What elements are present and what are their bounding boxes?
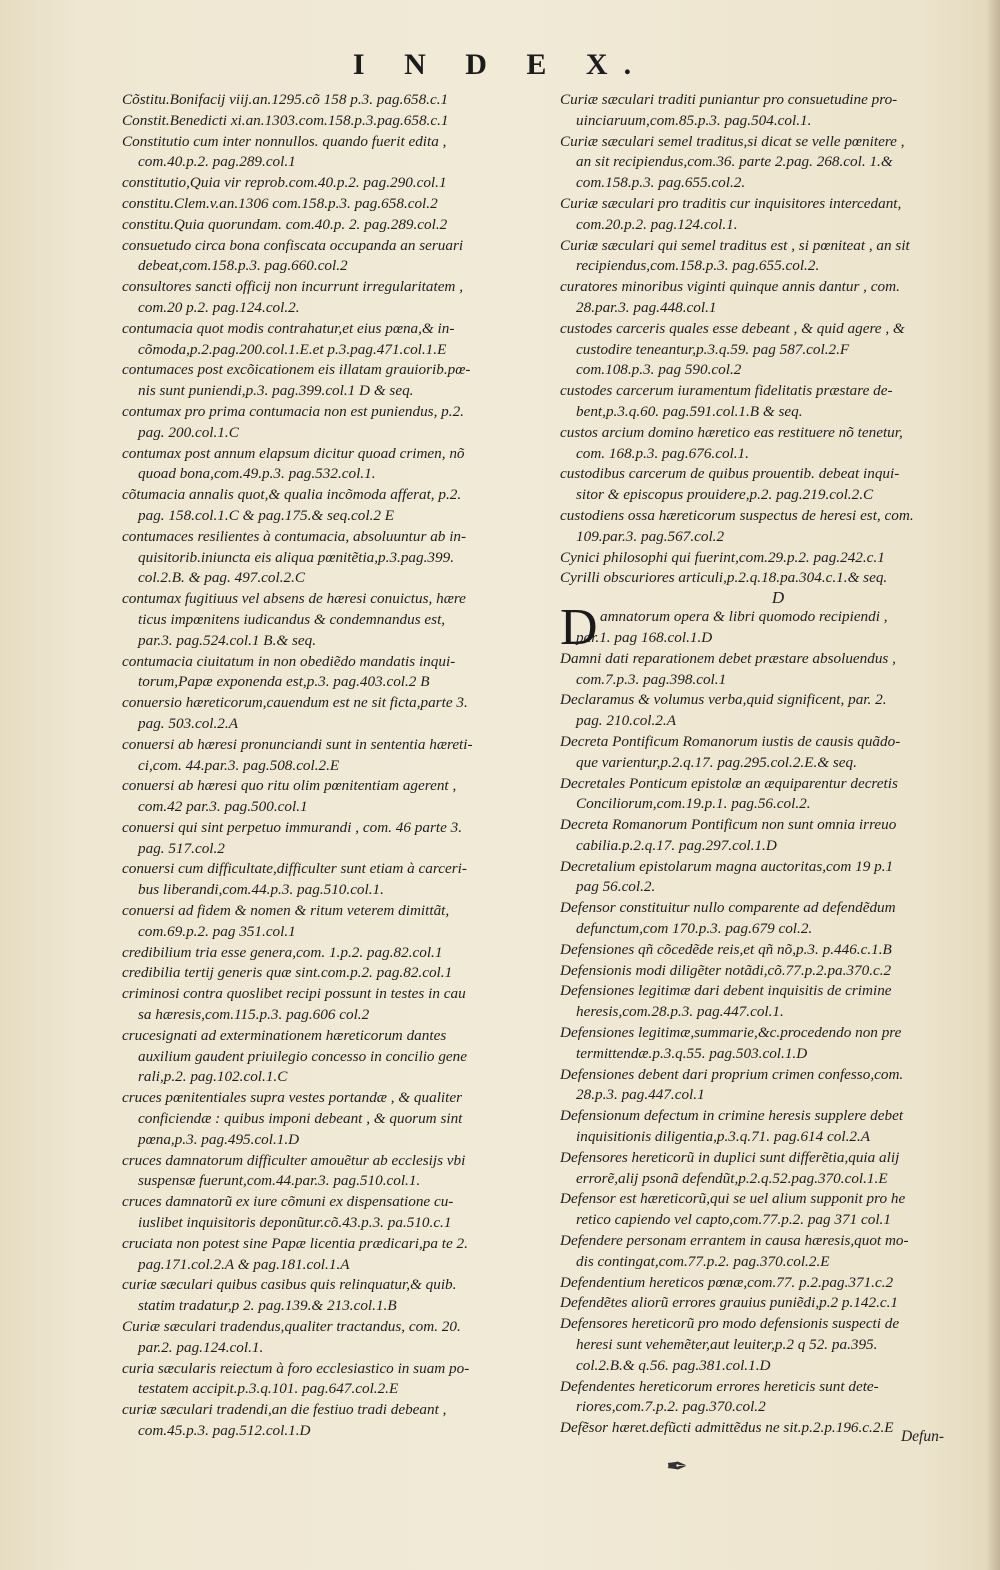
index-entry-line: bus liberandi,com.44.p.3. pag.510.col.1. [138, 881, 384, 899]
index-entry-line: consuetudo circa bona confiscata occupanda an seruari [122, 236, 464, 254]
page-edge [986, 0, 1000, 1570]
index-entry-line: pag.171.col.2.A & pag.181.col.1.A [138, 1255, 350, 1273]
index-entry-line: cruces damnatorum difficulter amouẽtur ab ecclesijs vbi [122, 1151, 466, 1169]
index-entry-line: custodes carcerum iuramentum fidelitatis præstare de- [560, 382, 893, 400]
index-entry [560, 1065, 996, 1107]
index-entry-line: Curiæ sæculari qui semel traditus est , si pœniteat , an sit [560, 236, 910, 254]
index-entry-line: sitor & episcopus prouidere,p.2. pag.219.col.2.C [576, 486, 874, 504]
index-entry [122, 818, 544, 860]
index-entry-line: Defendẽtes aliorũ errores grauius puniẽdi,p.2 p.142.c.1 [560, 1294, 899, 1312]
index-entry-line: custodiens ossa hæreticorum suspectus de heresi est, com. [560, 506, 914, 524]
index-entry-line: an sit recipiendus,com.36. parte 2.pag. 268.col. 1.& [576, 153, 893, 171]
index-entry-line: col.2.B. & pag. 497.col.2.C [138, 569, 306, 587]
index-entry-line: com.69.p.2. pag 351.col.1 [138, 922, 296, 940]
index-entry-line: conuersi ad fidem & nomen & ritum veterem dimittãt, [122, 902, 450, 920]
index-entry-line: Decretales Ponticum epistolæ an æquiparentur decretis [560, 774, 898, 792]
index-entry-line: debeat,com.158.p.3. pag.660.col.2 [138, 257, 348, 275]
index-entry [122, 984, 544, 1026]
index-entry [560, 506, 996, 548]
index-entry-line: pag. 517.col.2 [138, 839, 225, 857]
index-entry-line: Damni dati reparationem debet præstare absoluendus , [560, 649, 896, 667]
index-entry [560, 599, 996, 657]
index-entry-line: heresi sunt vehemẽter,aut leuiter,p.2 q 52. pa.395. [576, 1336, 878, 1354]
index-entry-line: com.45.p.3. pag.512.col.1.D [138, 1422, 311, 1439]
index-entry-line: Defendere personam errantem in causa hæresis,quot mo- [560, 1232, 909, 1250]
index-entry [560, 857, 996, 899]
index-entry-line: com.20.p.2. pag.124.col.1. [576, 215, 738, 233]
index-entry-line: conuersi cum difficultate,difficulter sunt etiam à carceri- [122, 860, 467, 878]
page-header: I N D E X. [352, 48, 648, 81]
index-entry-line: defunctum,com 170.p.3. pag.679 col.2. [576, 920, 813, 938]
index-entry [560, 423, 996, 465]
index-entry [560, 319, 996, 381]
index-entry-line: inquisitionis diligentia,p.3.q.71. pag.614 col.2.A [576, 1128, 871, 1146]
index-entry-line: Defensor est hæreticorũ,qui se uel alium supponit pro he [560, 1190, 906, 1208]
index-entry-line: iuslibet inquisitoris deponũtur.cõ.43.p.3. pa.510.c.1 [138, 1214, 452, 1232]
index-entry [122, 1151, 544, 1193]
index-entry-line: Defensionum defectum in crimine heresis supplere debet [560, 1107, 904, 1125]
index-entry [560, 464, 996, 506]
index-entry-line: pag. 503.col.2.A [138, 714, 238, 732]
index-entry-line: contumax pro prima contumacia non est puniendus, p.2. [122, 402, 464, 420]
index-entry-line: quoad bona,com.49.p.3. pag.532.col.1. [138, 465, 376, 483]
index-entry-line: Defensiones legitimæ dari debent inquisitis de crimine [560, 982, 892, 1000]
index-entry [560, 649, 996, 691]
index-entry-line: Curiæ sæculari pro traditis cur inquisitores intercedant, [560, 194, 902, 212]
index-entry-line: col.2.B.& q.56. pag.381.col.1.D [576, 1356, 771, 1374]
index-entry [122, 360, 544, 402]
index-entry-line: Curiæ sæculari semel traditus,si dicat se velle pœnitere , [560, 132, 905, 150]
index-entry [122, 735, 544, 777]
index-entry-line: Defendentes hereticorum errores hereticis sunt dete- [560, 1377, 879, 1395]
index-entry-line: nis sunt puniendi,p.3. pag.399.col.1 D & seq. [138, 382, 414, 400]
index-entry-line: constitu.Quia quorundam. com.40.p. 2. pag.289.col.2 [122, 215, 448, 233]
index-entry [560, 132, 996, 194]
index-entry [560, 981, 996, 1023]
index-entry-line: statim tradatur,p 2. pag.139.& 213.col.1.B [138, 1297, 397, 1315]
index-entry-line: conuersi qui sint perpetuo immurandi , com. 46 parte 3. [122, 818, 463, 836]
index-entry-line: heresis,com.28.p.3. pag.447.col.1. [576, 1003, 784, 1021]
index-entry-line: Defensiones legitimæ,summarie,&c.procedendo non pre [560, 1024, 902, 1042]
index-entry-line: pag. 200.col.1.C [138, 423, 239, 441]
index-entry-line: pœna,p.3. pag.495.col.1.D [138, 1130, 300, 1148]
index-entry-line: Constitutio cum inter nonnullos. quando fuerit edita , [122, 132, 447, 150]
index-entry-line: contumaces post excõicationem eis illatam grauiorib.pœ- [122, 361, 471, 379]
index-entry [122, 1088, 544, 1150]
index-entry-line: riores,com.7.p.2. pag.370.col.2 [576, 1398, 766, 1416]
index-entry [122, 776, 544, 818]
index-entry-line: com.108.p.3. pag 590.col.2 [576, 361, 742, 379]
index-entry-line: conuersi ab hæresi pronunciandi sunt in sententia hæreti- [122, 735, 473, 753]
index-entry-line: Defendentium hereticos pœnæ,com.77. p.2.pag.371.c.2 [560, 1273, 894, 1291]
catchword: Defun- [900, 1428, 944, 1445]
index-entry [122, 194, 544, 215]
index-entry-line: contumacia quot modis contrahatur,et eius pœna,& in- [122, 319, 455, 337]
index-entry-line: cruces damnatorũ ex iure cõmuni ex dispensatione cu- [122, 1193, 454, 1211]
index-entry-line: Cyrilli obscuriores articuli,p.2.q.18.pa.304.c.1.& seq. [560, 569, 888, 587]
index-entry [560, 1314, 996, 1376]
index-entry [122, 1359, 544, 1401]
index-entry-line: conficiendæ : quibus imponi debeant , & quorum sint [138, 1110, 463, 1128]
index-entry [560, 774, 996, 816]
index-entry-line: Declaramus & volumus verba,quid significent, par. 2. [560, 691, 887, 709]
index-entry-line: cõmoda,p.2.pag.200.col.1.E.et p.3.pag.471.col.1.E [138, 340, 447, 358]
index-entry [122, 652, 544, 694]
index-entry-line: Constit.Benedicti xi.an.1303.com.158.p.3.pag.658.c.1 [122, 111, 449, 129]
index-entry-line: constitu.Clem.v.an.1306 com.158.p.3. pag.658.col.2 [122, 194, 438, 212]
left-column [122, 90, 544, 1442]
index-entry [122, 1317, 544, 1359]
printer-ornament-icon: ✒ [666, 1452, 688, 1481]
index-entry-line: Decreta Pontificum Romanorum iustis de causis quãdo- [560, 732, 901, 750]
index-entry-line: quisitorib.iniuncta eis aliqua pœnitẽtia,p.3.pag.399. [138, 548, 454, 566]
index-entry-line: ci,com. 44.par.3. pag.508.col.2.E [138, 756, 340, 774]
index-entry-line: credibilium tria esse genera,com. 1.p.2. pag.82.col.1 [122, 943, 443, 961]
index-entry [560, 1148, 996, 1190]
index-entry-line: 28.par.3. pag.448.col.1 [576, 298, 717, 316]
index-entry-line: Defensiones debent dari proprium crimen confesso,com. [560, 1065, 904, 1083]
index-entry-line: cruces pœnitentiales supra vestes portandæ , & qualiter [122, 1089, 463, 1107]
index-entry-line: 109.par.3. pag.567.col.2 [576, 527, 725, 545]
index-entry-line: Curiæ sæculari traditi puniantur pro consuetudine pro- [560, 91, 898, 108]
index-entry [122, 901, 544, 943]
section-d-entries [560, 599, 996, 1439]
index-entry-line: Cynici philosophi qui fuerint,com.29.p.2. pag.242.c.1 [560, 548, 885, 566]
index-entry-line: custos arcium domino hæretico eas restituere nõ tenetur, [560, 423, 903, 441]
index-entry-line: criminosi contra quoslibet recipi possunt in testes in cau [122, 985, 466, 1003]
index-entry-line: rali,p.2. pag.102.col.1.C [138, 1068, 288, 1086]
index-entry-line: que varientur,p.2.q.17. pag.295.col.2.E.& seq. [576, 753, 857, 771]
index-entry-line: com.42 par.3. pag.500.col.1 [138, 798, 308, 816]
index-entry [122, 236, 544, 278]
index-entry [560, 236, 996, 278]
drop-cap: D [560, 599, 598, 657]
index-entry-line: Defensores hereticorũ pro modo defensionis suspecti de [560, 1315, 900, 1333]
index-entry-line: curiæ sæculari quibus casibus quis relinquatur,& quib. [122, 1276, 457, 1294]
index-entry [122, 693, 544, 735]
index-entry-line: contumacia ciuitatum in non obediẽdo mandatis inqui- [122, 652, 456, 670]
index-entry [122, 1234, 544, 1276]
index-entry [122, 277, 544, 319]
index-entry-line: Defẽsor hæret.defũcti admittẽdus ne sit.p.2.p.196.c.2.E [560, 1419, 894, 1437]
index-entry-line: amnatorum opera & libri quomodo recipiendi , [600, 608, 888, 626]
index-entry-line: dis contingat,com.77.p.2. pag.370.col.2.E [576, 1252, 830, 1270]
index-entry-line: com.20 p.2. pag.124.col.2. [138, 298, 300, 316]
index-entry-line: par.3. pag.524.col.1 B.& seq. [138, 631, 317, 649]
index-entry-line: Cõstitu.Bonifacij viij.an.1295.cõ 158 p.3. pag.658.c.1 [122, 91, 449, 108]
index-entry-line: Defensiones qñ cõcedẽde reis,et qñ nõ,p.3. p.446.c.1.B [560, 940, 892, 958]
index-entry [122, 173, 544, 194]
index-entry-line: contumax fugitiuus vel absens de hæresi conuictus, hære [122, 590, 466, 608]
index-entry [122, 90, 544, 111]
index-entry-line: conuersi ab hæresi quo ritu olim pœnitentiam agerent , [122, 777, 457, 795]
index-entry-line: credibilia tertij generis quæ sint.com.p.2. pag.82.col.1 [122, 964, 453, 982]
index-entry [560, 1293, 996, 1314]
index-entry [560, 568, 996, 589]
index-entry-line: custodire teneantur,p.3.q.59. pag 587.col.2.F [576, 340, 850, 358]
index-entry [560, 1377, 996, 1419]
index-entry-line: com.7.p.3. pag.398.col.1 [576, 670, 727, 688]
index-entry-line: curatores minoribus viginti quinque annis dantur , com. [560, 278, 900, 296]
index-entry [122, 943, 544, 964]
index-entry-line: constitutio,Quia vir reprob.com.40.p.2. pag.290.col.1 [122, 174, 447, 192]
index-entry-line: Defensores hereticorũ in duplici sunt differẽtia,quia alij [560, 1148, 900, 1166]
index-entry [122, 444, 544, 486]
index-entry-line: curiæ sæculari tradendi,an die festiuo tradi debeant , [122, 1401, 447, 1419]
index-entry [560, 194, 996, 236]
index-entry-line: Defensor constituitur nullo comparente ad defendẽdum [560, 899, 896, 917]
index-entry-line: cabilia.p.2.q.17. pag.297.col.1.D [576, 836, 777, 854]
index-entry-line: par.1. pag 168.col.1.D [576, 628, 713, 646]
index-entry-line: pag. 210.col.2.A [576, 712, 676, 730]
index-entry-line: errorẽ,alij psonã defendũt,p.2.q.52.pag.370.col.1.E [576, 1169, 888, 1187]
index-entry-line: conuersio hæreticorum,cauendum est ne sit ficta,parte 3. [122, 694, 468, 712]
index-entry [560, 961, 996, 982]
index-entry-line: com.158.p.3. pag.655.col.2. [576, 174, 746, 192]
index-entry-line: testatem accipit.p.3.q.101. pag.647.col.2.E [138, 1380, 399, 1398]
index-entry-line: retico capiendo vel capto,com.77.p.2. pag 371 col.1 [576, 1211, 891, 1229]
index-entry [122, 963, 544, 984]
index-entry [560, 898, 996, 940]
index-entry [560, 690, 996, 732]
index-entry-line: uinciaruum,com.85.p.3. pag.504.col.1. [576, 111, 812, 129]
index-entry-line: curia sæcularis reiectum à foro ecclesiastico in suam po- [122, 1359, 470, 1377]
index-entry [122, 485, 544, 527]
index-entry-line: Decretalium epistolarum magna auctoritas,com 19 p.1 [560, 857, 894, 875]
index-entry [560, 1273, 996, 1294]
index-entry [122, 589, 544, 651]
right-column [560, 90, 996, 1439]
index-entry [560, 1023, 996, 1065]
index-entry-line: custodes carceris quales esse debeant , & quid agere , & [560, 319, 905, 337]
index-entry [122, 319, 544, 361]
index-entry-line: contumax post annum elapsum dicitur quoad crimen, nõ [122, 444, 465, 462]
index-entry [560, 1231, 996, 1273]
index-entry-line: cõtumacia annalis quot,& qualia incõmoda afferat, p.2. [122, 486, 462, 504]
index-entry [560, 940, 996, 961]
index-entry-line: com. 168.p.3. pag.676.col.1. [576, 444, 749, 462]
index-entry [560, 1189, 996, 1231]
index-entry-line: auxilium gaudent priuilegio concesso in concilio gene [138, 1047, 467, 1065]
index-entry [122, 402, 544, 444]
index-entry-line: com.40.p.2. pag.289.col.1 [138, 153, 296, 171]
index-entry [560, 1106, 996, 1148]
index-entry-line: recipiendus,com.158.p.3. pag.655.col.2. [576, 257, 820, 275]
index-entry [122, 1400, 544, 1442]
index-entry [122, 111, 544, 132]
index-entry [122, 132, 544, 174]
index-entry-line: bent,p.3.q.60. pag.591.col.1.B & seq. [576, 402, 803, 420]
index-entry [122, 1026, 544, 1088]
index-entry-line: par.2. pag.124.col.1. [138, 1338, 264, 1356]
index-entry-line: contumaces resilientes à contumacia, absoluuntur ab in- [122, 527, 467, 545]
index-entry [122, 1275, 544, 1317]
index-entry-line: Curiæ sæculari tradendus,qualiter tractandus, com. 20. [122, 1318, 461, 1336]
index-entry [560, 732, 996, 774]
index-entry [122, 215, 544, 236]
index-entry-line: consultores sancti officij non incurrunt irregularitatem , [122, 278, 463, 296]
index-entry-line: cruciata non potest sine Papæ licentia prædicari,pa te 2. [122, 1234, 468, 1252]
index-entry [560, 548, 996, 569]
index-entry-line: torum,Papæ exponenda est,p.3. pag.403.col.2 B [138, 673, 430, 691]
index-entry-line: crucesignati ad exterminationem hæreticorum dantes [122, 1026, 447, 1044]
index-entry-line: 28.p.3. pag.447.col.1 [576, 1086, 705, 1104]
section-letter: D [771, 588, 785, 608]
index-entry-line: Decreta Romanorum Pontificum non sunt omnia irreuo [560, 816, 897, 834]
index-entry-line: suspensæ fuerunt,com.44.par.3. pag.510.col.1. [138, 1172, 421, 1190]
index-entry-line: pag. 158.col.1.C & pag.175.& seq.col.2 E [138, 506, 395, 524]
index-entry [122, 1192, 544, 1234]
index-entry-line: Conciliorum,com.19.p.1. pag.56.col.2. [576, 795, 811, 813]
index-entry-line: Defensionis modi diligẽter notãdi,cõ.77.p.2.pa.370.c.2 [560, 961, 892, 979]
index-entry [560, 815, 996, 857]
index-entry-line: custodibus carcerum de quibus prouentib. debeat inqui- [560, 465, 900, 483]
index-entry-line: pag 56.col.2. [576, 878, 656, 896]
index-entry [560, 90, 996, 132]
index-entry [122, 527, 544, 589]
index-entry-line: ticus impœnitens iudicandus & condemnandus est, [138, 610, 446, 628]
index-entry-line: termittendæ.p.3.q.55. pag.503.col.1.D [576, 1044, 808, 1062]
index-entry [560, 381, 996, 423]
index-entry [122, 859, 544, 901]
index-entry [560, 277, 996, 319]
index-entry-line: sa hæresis,com.115.p.3. pag.606 col.2 [138, 1006, 370, 1024]
